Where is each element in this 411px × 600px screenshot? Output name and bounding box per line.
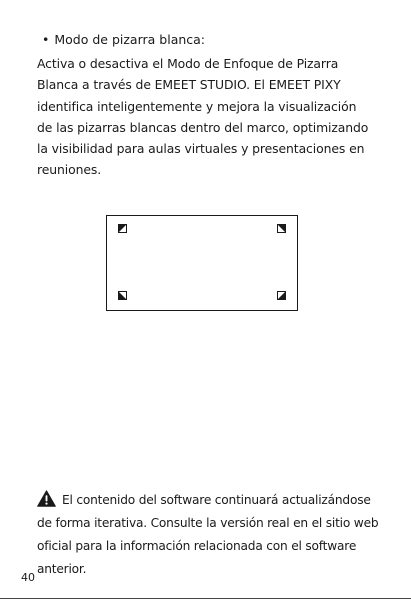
section-description (37, 53, 367, 181)
description-line: identifica inteligentemente y mejora la visualización (37, 98, 357, 114)
whiteboard-frame-icon (106, 215, 298, 311)
section-heading (42, 31, 205, 49)
notice-line: de forma iterativa. Consulte la versión real en el sitio web (37, 516, 379, 530)
description-line: reuniones. (37, 162, 102, 178)
frame-corner-bottom-right-icon (277, 291, 286, 300)
description-line: Blanca a través de EMEET STUDIO. El EMEET PIXY (37, 77, 341, 93)
notice-line: anterior. (37, 562, 87, 576)
warning-triangle-icon (37, 490, 56, 507)
notice-line (37, 489, 377, 512)
notice-text: El contenido del software continuará actualizándose (62, 493, 371, 507)
frame-corner-top-right-icon (277, 224, 286, 233)
description-line: Activa o desactiva el Modo de Enfoque de Pizarra (37, 56, 339, 71)
bullet-marker: • (42, 32, 50, 47)
description-line: de las pizarras blancas dentro del marco, optimizando (37, 119, 369, 135)
bottom-divider (0, 598, 411, 599)
description-line: la visibilidad para aulas virtuales y presentaciones en (37, 141, 365, 157)
software-notice (37, 489, 377, 581)
section-title: Modo de pizarra blanca: (54, 32, 206, 47)
page-number: 40 (21, 571, 35, 584)
frame-corner-top-left-icon (118, 224, 127, 233)
frame-corner-bottom-left-icon (118, 291, 127, 300)
notice-line: oficial para la información relacionada con el software (37, 539, 357, 553)
